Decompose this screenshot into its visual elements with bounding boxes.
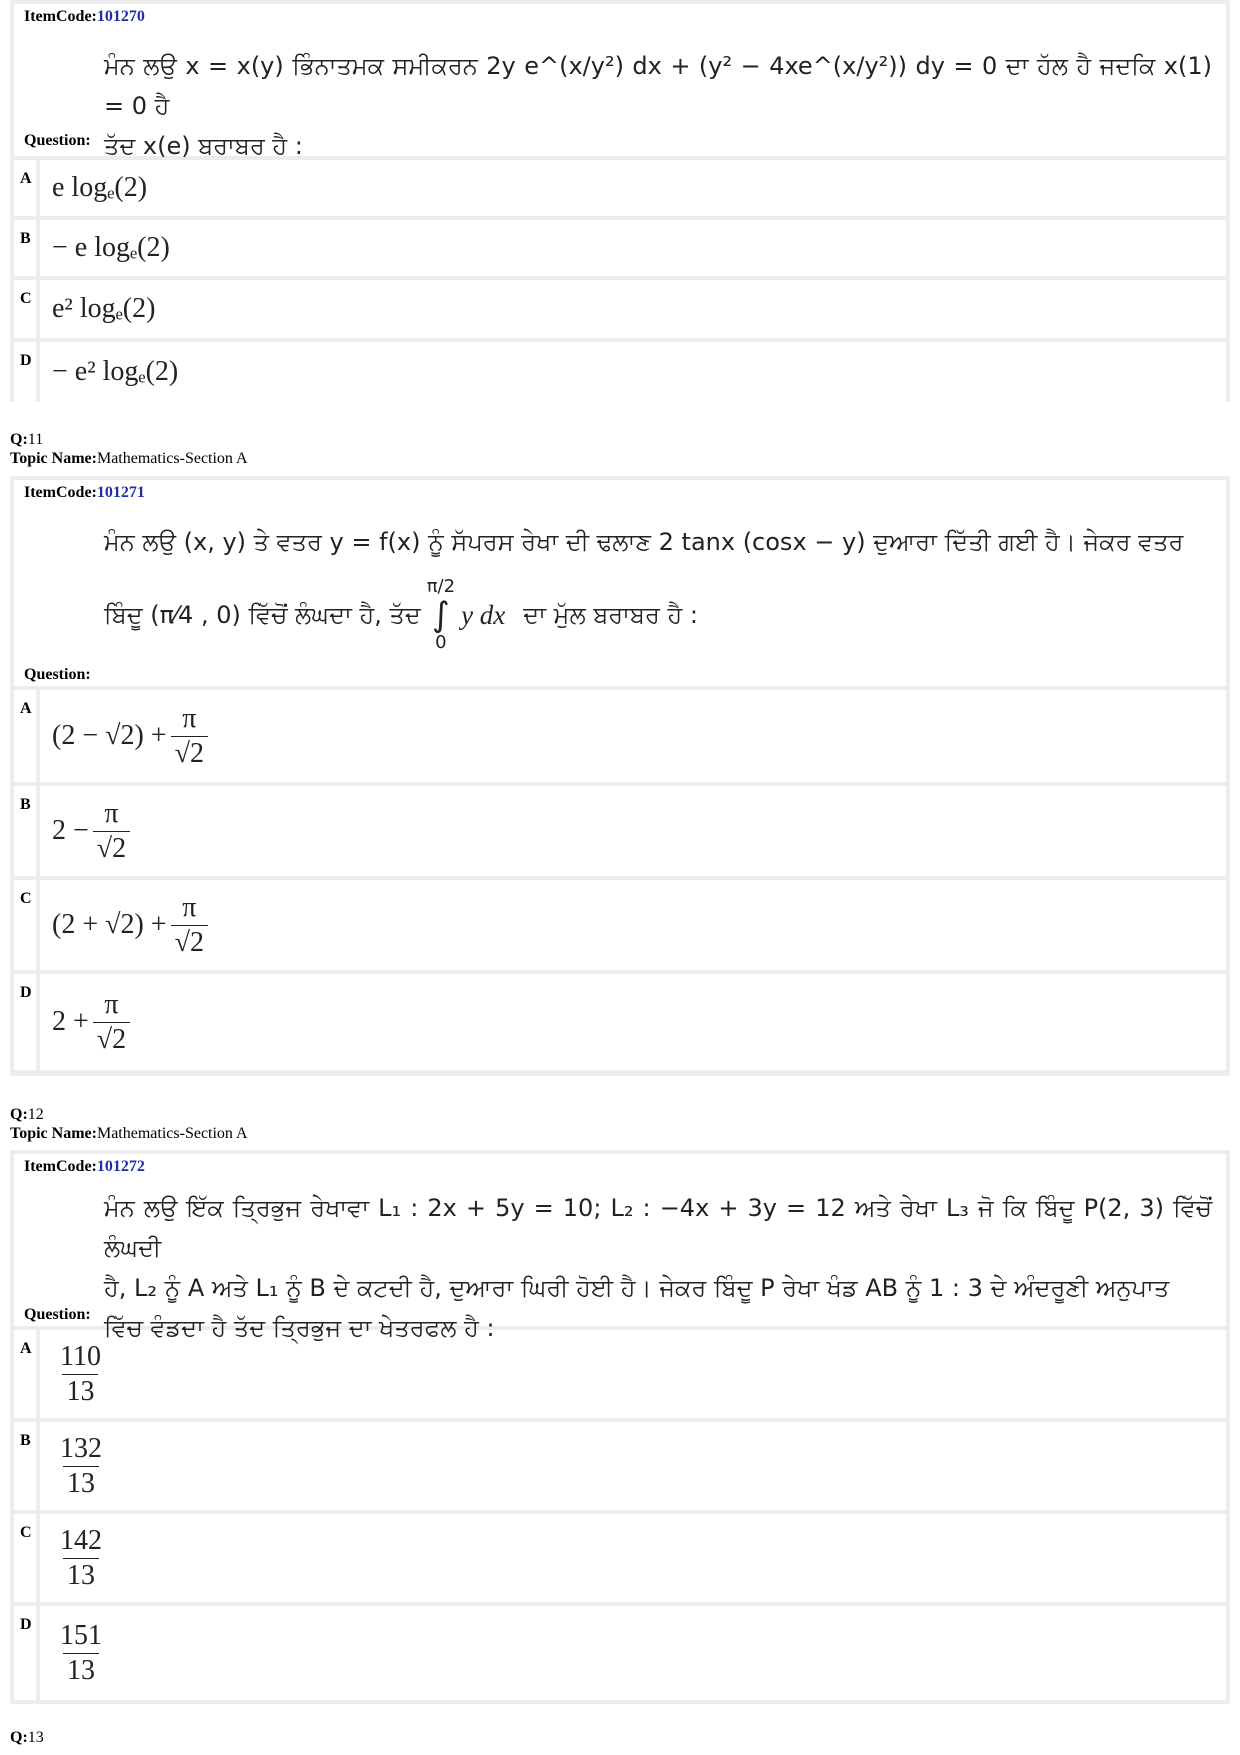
question-label: Question: <box>24 1306 91 1323</box>
denominator: √2 <box>171 925 208 957</box>
question-block-11 <box>10 476 1230 1076</box>
option-key: B <box>14 220 40 276</box>
topic-value: Mathematics-Section A <box>96 450 248 467</box>
item-code <box>24 8 145 26</box>
question-number-value: 12 <box>27 1106 44 1123</box>
option-key: D <box>14 974 40 1070</box>
option-key: C <box>14 1514 40 1602</box>
option-a[interactable] <box>14 690 1226 782</box>
question-number <box>10 1728 44 1747</box>
item-code-label: ItemCode: <box>24 8 97 25</box>
question-number <box>10 430 248 449</box>
topic-name <box>10 449 248 468</box>
numerator: π <box>182 892 197 924</box>
question-header-11 <box>10 430 248 468</box>
numerator: π <box>182 703 197 735</box>
question-number-value: 13 <box>27 1729 44 1746</box>
option-c[interactable] <box>14 1514 1226 1602</box>
option-key: B <box>14 1422 40 1510</box>
question-text-part: ਬਿੰਦੂ (π⁄4 , 0) ਵਿੱਚੋਂ ਲੰਘਦਾ ਹੈ, ਤੱਦ <box>104 601 421 629</box>
integral-lower-limit: 0 <box>435 632 447 653</box>
option-expression <box>40 690 1226 782</box>
option-prefix: 2 − <box>52 815 89 846</box>
question-block-10 <box>10 0 1230 402</box>
option-b[interactable] <box>14 220 1226 276</box>
option-prefix: 2 + <box>52 1006 89 1037</box>
denominator: 13 <box>63 1558 99 1590</box>
question-text-line: ਮੰਨ ਲਉ ਇੱਕ ਤ੍ਰਿਭੁਜ ਰੇਖਾਵਾ L₁ : 2x + 5y = 10; L₂ : −4x + 3y = 12 ਅਤੇ ਰੇਖਾ L₃ ਜੋ ਕਿ ਬਿੰਦੂ P(2, 3) ਵਿੱਚੋਂ ਲੰਘਦੀ <box>104 1194 1212 1262</box>
topic-name <box>10 1124 248 1143</box>
option-c[interactable] <box>14 880 1226 970</box>
numerator: π <box>104 989 119 1021</box>
option-key: D <box>14 1606 40 1700</box>
item-code-value: 101271 <box>96 484 145 501</box>
numerator: 132 <box>60 1433 102 1465</box>
item-code <box>24 484 145 502</box>
option-prefix: (2 − √2) + <box>52 720 167 751</box>
question-text-line-2 <box>104 576 1212 654</box>
question-text-line: ਹੈ, L₂ ਨੂੰ A ਅਤੇ L₁ ਨੂੰ B ਦੇ ਕਟਦੀ ਹੈ, ਦੁਆਰਾ ਘਿਰੀ ਹੋਈ ਹੈ। ਜੇਕਰ ਬਿੰਦੂ P ਰੇਖਾ ਖੰਡ AB ਨੂੰ 1 : 3 ਦੇ ਅੰਦਰੂਣੀ ਅਨੁਪਾਤ <box>104 1274 1170 1302</box>
question-text-line: ਮੰਨ ਲਉ (x, y) ਤੇ ਵਤਰ y = f(x) ਨੂੰ ਸੱਪਰਸ ਰੇਖਾ ਦੀ ਢਲਾਣ 2 tanx (cosx − y) ਦੁਆਰਾ ਦਿੱਤੀ ਗਈ ਹੈ। ਜੇਕਰ ਵਤਰ <box>104 528 1184 556</box>
option-expression <box>40 1422 1226 1510</box>
option-key: A <box>14 690 40 782</box>
item-code-value: 101270 <box>96 8 145 25</box>
option-key: A <box>14 160 40 216</box>
question-number-label: Q: <box>10 1106 28 1123</box>
item-code <box>24 1158 145 1176</box>
option-expression <box>40 1606 1226 1700</box>
option-text: − e² logₑ(2) <box>52 356 179 387</box>
question-stem <box>14 1154 1226 1342</box>
integral-upper-limit: π/2 <box>426 576 456 597</box>
topic-value: Mathematics-Section A <box>96 1125 248 1142</box>
option-key: A <box>14 1330 40 1418</box>
question-stem <box>14 4 1226 160</box>
fraction <box>56 1526 106 1590</box>
denominator: 13 <box>62 1374 98 1406</box>
option-expression <box>40 974 1226 1070</box>
topic-label: Topic Name: <box>10 450 97 467</box>
denominator: √2 <box>171 736 208 768</box>
fraction <box>171 893 208 957</box>
numerator: π <box>104 798 119 830</box>
option-expression <box>40 1514 1226 1602</box>
option-d[interactable] <box>14 342 1226 402</box>
denominator: √2 <box>93 831 130 863</box>
denominator: 13 <box>63 1466 99 1498</box>
fraction <box>93 990 130 1054</box>
option-a[interactable] <box>14 160 1226 216</box>
question-number-label: Q: <box>10 1729 28 1746</box>
item-code-label: ItemCode: <box>24 1158 97 1175</box>
option-text: e² logₑ(2) <box>52 293 156 324</box>
numerator: 110 <box>60 1341 101 1373</box>
option-text: − e logₑ(2) <box>52 232 170 263</box>
question-text-line: ਤੱਦ x(e) ਬਰਾਬਰ ਹੈ : <box>104 132 303 160</box>
item-code-label: ItemCode: <box>24 484 97 501</box>
option-d[interactable] <box>14 974 1226 1070</box>
option-key: C <box>14 280 40 338</box>
fraction <box>56 1342 105 1406</box>
fraction <box>171 704 208 768</box>
fraction <box>56 1621 106 1685</box>
integral-sign-icon: ∫ <box>432 595 450 635</box>
question-label: Question: <box>24 132 91 149</box>
integral-symbol <box>427 576 455 654</box>
fraction <box>93 799 130 863</box>
question-header-13 <box>10 1728 44 1747</box>
topic-label: Topic Name: <box>10 1125 97 1142</box>
numerator: 151 <box>60 1620 102 1652</box>
question-block-12 <box>10 1150 1230 1704</box>
fraction <box>56 1434 106 1498</box>
integrand: y dx <box>461 600 506 630</box>
question-label: Question: <box>24 666 91 683</box>
question-text <box>104 522 1212 654</box>
question-number-value: 11 <box>27 431 44 448</box>
item-code-value: 101272 <box>96 1158 145 1175</box>
option-key: C <box>14 880 40 970</box>
option-b[interactable] <box>14 1422 1226 1510</box>
question-stem <box>14 480 1226 686</box>
denominator: √2 <box>93 1022 130 1054</box>
option-prefix: (2 + √2) + <box>52 909 167 940</box>
question-text <box>104 1188 1212 1348</box>
option-key: D <box>14 342 40 402</box>
question-header-12 <box>10 1105 248 1143</box>
question-text-line: ਵਿੱਚ ਵੰਡਦਾ ਹੈ ਤੱਦ ਤ੍ਰਿਭੁਜ ਦਾ ਖੇਤਰਫਲ ਹੈ : <box>104 1314 495 1342</box>
question-text-line: ਮੰਨ ਲਉ x = x(y) ਭਿੰਨਾਤਮਕ ਸਮੀਕਰਨ 2y e^(x/y²) dx + (y² − 4xe^(x/y²)) dy = 0 ਦਾ ਹੱਲ ਹੈ ਜਦਕਿ x(1) = 0 ਹੈ <box>104 52 1212 120</box>
option-key: B <box>14 786 40 876</box>
question-text <box>104 46 1212 166</box>
question-number <box>10 1105 248 1124</box>
option-c[interactable] <box>14 280 1226 338</box>
option-expression <box>40 786 1226 876</box>
denominator: 13 <box>63 1653 99 1685</box>
option-text: e logₑ(2) <box>52 172 148 203</box>
question-text-part: ਦਾ ਮੁੱਲ ਬਰਾਬਰ ਹੈ : <box>523 601 698 629</box>
option-b[interactable] <box>14 786 1226 876</box>
question-number-label: Q: <box>10 431 28 448</box>
numerator: 142 <box>60 1525 102 1557</box>
option-d[interactable] <box>14 1606 1226 1700</box>
option-expression <box>40 880 1226 970</box>
